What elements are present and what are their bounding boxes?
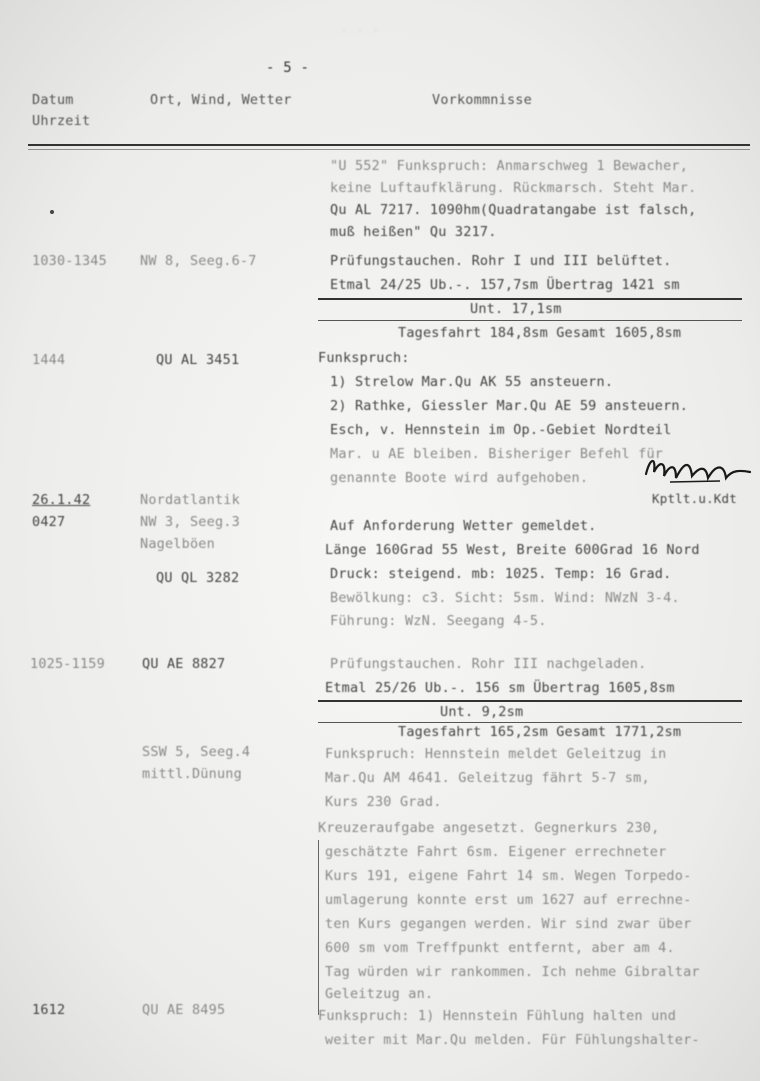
entry-place: QU QL 3282 xyxy=(156,570,240,586)
entry-line: Etmal 25/26 Ub.-. 156 sm Übertrag 1605,8sm xyxy=(325,680,675,696)
header-place-label: Ort, Wind, Wetter xyxy=(150,92,292,108)
entry-time: 1612 xyxy=(32,1002,66,1018)
bleed-through-mark: · · · xyxy=(340,24,380,39)
entry-line: 600 sm vom Treffpunkt entfernt, aber am 4. xyxy=(325,940,675,956)
entry-line: weiter mit Mar.Qu melden. Für Fühlungshalter- xyxy=(325,1032,700,1048)
entry-line: genannte Boote wird aufgehoben. xyxy=(330,470,589,486)
entry-line: "U 552" Funkspruch: Anmarschweg 1 Bewacher, xyxy=(330,158,689,174)
page-number: - 5 - xyxy=(266,60,310,76)
entry-line: Tag würden wir rankommen. Ich nehme Gibraltar xyxy=(325,964,700,980)
header-rule-thin xyxy=(28,149,750,150)
entry-line: Mar.Qu AM 4641. Geleitzug fährt 5-7 sm, xyxy=(325,770,650,786)
subtotal-rule xyxy=(318,700,742,702)
margin-line xyxy=(318,840,319,1015)
entry-line: 2) Rathke, Giessler Mar.Qu AE 59 ansteuern. xyxy=(330,398,689,414)
entry-line: geschätzte Fahrt 6sm. Eigener errechneter xyxy=(325,844,667,860)
entry-line: Kurs 191, eigene Fahrt 14 sm. Wegen Torpedo- xyxy=(325,868,692,884)
entry-line: Tagesfahrt 165,2sm Gesamt 1771,2sm xyxy=(398,724,682,740)
signature-title: Kptlt.u.Kdt xyxy=(652,491,737,506)
entry-date: 26.1.42 xyxy=(32,492,91,508)
entry-line: Funkspruch: 1) Hennstein Fühlung halten und xyxy=(318,1008,677,1024)
entry-place: QU AE 8495 xyxy=(142,1002,226,1018)
entry-line: Druck: steigend. mb: 1025. Temp: 16 Grad. xyxy=(330,566,672,582)
entry-line: umlagerung konnte erst um 1627 auf errechne- xyxy=(325,892,692,908)
entry-place: SSW 5, Seeg.4 xyxy=(142,744,251,760)
entry-line: Unt. 9,2sm xyxy=(440,704,524,720)
entry-line: Kurs 230 Grad. xyxy=(325,794,442,810)
entry-line: Qu AL 7217. 1090hm(Quadratangabe ist falsch, xyxy=(330,202,697,218)
entry-place: Nagelböen xyxy=(140,536,215,552)
entry-time: 1025-1159 xyxy=(30,656,105,672)
subtotal-rule xyxy=(318,298,742,300)
entry-line: Länge 160Grad 55 West, Breite 600Grad 16 Nord xyxy=(325,542,700,558)
entry-line: Bewölkung: c3. Sicht: 5sm. Wind: NWzN 3-4. xyxy=(330,590,680,606)
entry-time: 1444 xyxy=(32,352,66,368)
ink-dot xyxy=(50,210,54,214)
entry-line: Prüfungstauchen. Rohr I und III belüftet. xyxy=(330,253,672,269)
entry-time: 0427 xyxy=(32,514,66,530)
entry-line: Mar. u AE bleiben. Bisheriger Befehl für xyxy=(330,446,664,462)
entry-line: Etmal 24/25 Ub.-. 157,7sm Übertrag 1421 sm xyxy=(330,277,680,293)
header-events-label: Vorkommnisse xyxy=(432,92,532,108)
handwritten-signature xyxy=(640,448,755,488)
header-time-label: Uhrzeit xyxy=(32,113,91,129)
entry-line: Tagesfahrt 184,8sm Gesamt 1605,8sm xyxy=(398,325,682,341)
subtotal-rule xyxy=(318,722,742,723)
entry-line: keine Luftaufklärung. Rückmarsch. Steht Mar. xyxy=(330,180,697,196)
entry-line: ten Kurs gegangen werden. Wir sind zwar über xyxy=(325,916,692,932)
subtotal-rule xyxy=(318,320,742,321)
entry-time: 1030-1345 xyxy=(32,253,107,269)
entry-line: Kreuzeraufgabe angesetzt. Gegnerkurs 230, xyxy=(318,820,660,836)
entry-place: QU AL 3451 xyxy=(156,352,240,368)
entry-place: NW 3, Seeg.3 xyxy=(140,514,240,530)
entry-line: muß heißen" Qu 3217. xyxy=(330,224,497,240)
entry-line: Auf Anforderung Wetter gemeldet. xyxy=(330,518,597,534)
entry-place: NW 8, Seeg.6-7 xyxy=(140,253,257,269)
header-date-label: Datum xyxy=(32,92,74,108)
entry-place: QU AE 8827 xyxy=(142,656,226,672)
entry-line: 1) Strelow Mar.Qu AK 55 ansteuern. xyxy=(330,374,614,390)
entry-line: Prüfungstauchen. Rohr III nachgeladen. xyxy=(330,656,647,672)
entry-line: Funkspruch: xyxy=(318,350,410,366)
entry-line: Führung: WzN. Seegang 4-5. xyxy=(330,613,547,629)
entry-place: Nordatlantik xyxy=(140,492,240,508)
header-rule xyxy=(28,144,750,146)
entry-line: Esch, v. Hennstein im Op.-Gebiet Nordteil xyxy=(330,422,672,438)
entry-line: Funkspruch: Hennstein meldet Geleitzug in xyxy=(325,746,667,762)
entry-line: Geleitzug an. xyxy=(325,986,434,1002)
entry-line: Unt. 17,1sm xyxy=(470,301,562,317)
entry-place: mittl.Dünung xyxy=(142,766,242,782)
